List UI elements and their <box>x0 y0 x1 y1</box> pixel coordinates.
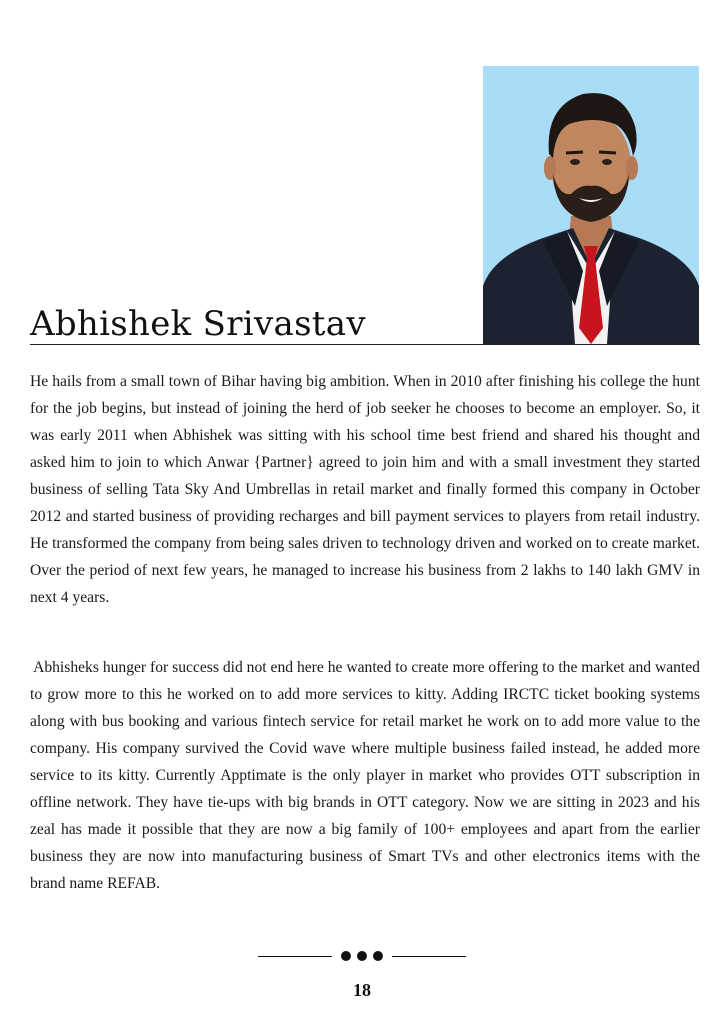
ornament-dot <box>341 951 351 961</box>
portrait-illustration <box>483 66 699 344</box>
person-name: Abhishek Srivastav <box>30 304 366 344</box>
bio-paragraph-1: He hails from a small town of Bihar having big ambition. When in 2010 after finishing his college the hunt for the job begins, but instead of joining the herd of job seeker he chooses to become an employer. So, it was early 2011 when Abhishek was sitting with his school time best friend and shared his thought and asked him to join to which Anwar {Partner} agreed to join him and with a small investment they started business of selling Tata Sky And Umbrellas in retail market and finally formed this company in October 2012 and started business of providing recharges and bill payment services to players from retail industry. He transformed the company from being sales driven to technology driven and worked on to create market. Over the period of next few years, he managed to increase his business from 2 lakhs to 140 lakh GMV in next 4 years. <box>30 373 700 606</box>
name-underline <box>30 344 700 345</box>
bio-paragraph-2 <box>30 654 700 897</box>
footer-ornament <box>258 947 468 965</box>
ornament-line-right <box>392 956 466 957</box>
ornament-dot <box>373 951 383 961</box>
profile-photo <box>483 66 699 344</box>
page-number: 18 <box>353 980 371 1000</box>
ornament-dot <box>357 951 367 961</box>
bio-paragraph-2-text: Abhisheks hunger for success did not end here he wanted to create more offering to the market and wanted to grow more to this he worked on to add more services to kitty. Adding IRCTC ticket booking systems along with bus booking and various fintech service for retail market he work on to add more value to the company. His company survived the Covid wave where multiple business failed instead, he added more service to its kitty. Currently Apptimate is the only player in market who provides OTT subscription in offline network. They have tie-ups with big brands in OTT category. Now we are sitting in 2023 and his zeal has made it possible that they are now a big family of 100+ employees and apart from the earlier business they are now into manufacturing business of Smart TVs and other electronics items with the brand name REFAB. <box>30 659 700 892</box>
ornament-line-left <box>258 956 332 957</box>
